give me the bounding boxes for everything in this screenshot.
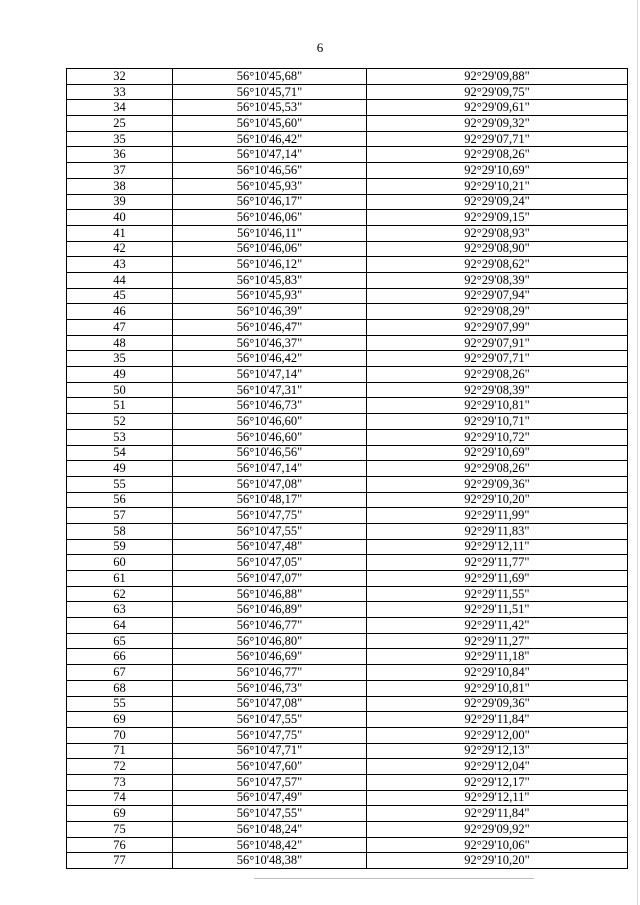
table-row xyxy=(67,822,628,838)
point-number-cell: 69 xyxy=(67,712,173,728)
latitude-cell: 56°10'47,14" xyxy=(173,367,367,383)
table-row xyxy=(67,461,628,477)
point-number-cell: 54 xyxy=(67,445,173,461)
table-row xyxy=(67,649,628,665)
point-number-cell: 35 xyxy=(67,351,173,367)
longitude-cell: 92°29'07,94" xyxy=(367,288,628,304)
latitude-cell: 56°10'47,55" xyxy=(173,806,367,822)
latitude-cell: 56°10'48,38" xyxy=(173,853,367,869)
point-number-cell: 45 xyxy=(67,288,173,304)
table-row xyxy=(67,367,628,383)
table-row xyxy=(67,382,628,398)
latitude-cell: 56°10'47,49" xyxy=(173,790,367,806)
longitude-cell: 92°29'08,26" xyxy=(367,147,628,163)
longitude-cell: 92°29'09,36" xyxy=(367,696,628,712)
table-row xyxy=(67,618,628,634)
longitude-cell: 92°29'09,88" xyxy=(367,69,628,85)
latitude-cell: 56°10'46,39" xyxy=(173,304,367,320)
table-row xyxy=(67,398,628,414)
latitude-cell: 56°10'47,71" xyxy=(173,743,367,759)
table-row xyxy=(67,163,628,179)
table-row xyxy=(67,335,628,351)
latitude-cell: 56°10'48,17" xyxy=(173,492,367,508)
longitude-cell: 92°29'08,93" xyxy=(367,225,628,241)
latitude-cell: 56°10'47,31" xyxy=(173,382,367,398)
table-row xyxy=(67,743,628,759)
table-row xyxy=(67,837,628,853)
latitude-cell: 56°10'46,42" xyxy=(173,131,367,147)
scan-bottom-line xyxy=(254,878,534,879)
longitude-cell: 92°29'10,81" xyxy=(367,398,628,414)
latitude-cell: 56°10'45,93" xyxy=(173,178,367,194)
latitude-cell: 56°10'45,60" xyxy=(173,116,367,132)
longitude-cell: 92°29'11,27" xyxy=(367,633,628,649)
longitude-cell: 92°29'09,24" xyxy=(367,194,628,210)
point-number-cell: 51 xyxy=(67,398,173,414)
latitude-cell: 56°10'46,60" xyxy=(173,429,367,445)
point-number-cell: 68 xyxy=(67,680,173,696)
latitude-cell: 56°10'46,47" xyxy=(173,320,367,336)
longitude-cell: 92°29'08,39" xyxy=(367,272,628,288)
point-number-cell: 67 xyxy=(67,665,173,681)
point-number-cell: 65 xyxy=(67,633,173,649)
table-row xyxy=(67,853,628,869)
table-row xyxy=(67,696,628,712)
point-number-cell: 60 xyxy=(67,555,173,571)
table-row xyxy=(67,680,628,696)
table-row xyxy=(67,555,628,571)
longitude-cell: 92°29'07,71" xyxy=(367,351,628,367)
longitude-cell: 92°29'10,20" xyxy=(367,853,628,869)
point-number-cell: 36 xyxy=(67,147,173,163)
longitude-cell: 92°29'08,26" xyxy=(367,461,628,477)
latitude-cell: 56°10'48,24" xyxy=(173,822,367,838)
point-number-cell: 66 xyxy=(67,649,173,665)
point-number-cell: 41 xyxy=(67,225,173,241)
latitude-cell: 56°10'46,60" xyxy=(173,414,367,430)
longitude-cell: 92°29'07,71" xyxy=(367,131,628,147)
point-number-cell: 56 xyxy=(67,492,173,508)
longitude-cell: 92°29'10,20" xyxy=(367,492,628,508)
table-row xyxy=(67,194,628,210)
latitude-cell: 56°10'45,83" xyxy=(173,272,367,288)
coordinates-table xyxy=(66,68,628,869)
point-number-cell: 46 xyxy=(67,304,173,320)
point-number-cell: 58 xyxy=(67,523,173,539)
longitude-cell: 92°29'10,84" xyxy=(367,665,628,681)
point-number-cell: 52 xyxy=(67,414,173,430)
point-number-cell: 39 xyxy=(67,194,173,210)
longitude-cell: 92°29'11,84" xyxy=(367,712,628,728)
table-row xyxy=(67,69,628,85)
longitude-cell: 92°29'10,72" xyxy=(367,429,628,445)
longitude-cell: 92°29'09,32" xyxy=(367,116,628,132)
longitude-cell: 92°29'10,69" xyxy=(367,163,628,179)
latitude-cell: 56°10'47,14" xyxy=(173,147,367,163)
table-row xyxy=(67,351,628,367)
latitude-cell: 56°10'46,37" xyxy=(173,335,367,351)
longitude-cell: 92°29'08,90" xyxy=(367,241,628,257)
longitude-cell: 92°29'09,92" xyxy=(367,822,628,838)
longitude-cell: 92°29'11,42" xyxy=(367,618,628,634)
longitude-cell: 92°29'11,69" xyxy=(367,571,628,587)
point-number-cell: 71 xyxy=(67,743,173,759)
latitude-cell: 56°10'48,42" xyxy=(173,837,367,853)
table-row xyxy=(67,759,628,775)
longitude-cell: 92°29'10,69" xyxy=(367,445,628,461)
latitude-cell: 56°10'47,05" xyxy=(173,555,367,571)
longitude-cell: 92°29'07,99" xyxy=(367,320,628,336)
longitude-cell: 92°29'12,13" xyxy=(367,743,628,759)
table-row xyxy=(67,445,628,461)
longitude-cell: 92°29'11,99" xyxy=(367,508,628,524)
latitude-cell: 56°10'46,77" xyxy=(173,618,367,634)
longitude-cell: 92°29'10,71" xyxy=(367,414,628,430)
table-row xyxy=(67,492,628,508)
latitude-cell: 56°10'47,57" xyxy=(173,774,367,790)
latitude-cell: 56°10'46,42" xyxy=(173,351,367,367)
point-number-cell: 49 xyxy=(67,461,173,477)
latitude-cell: 56°10'47,55" xyxy=(173,523,367,539)
longitude-cell: 92°29'10,81" xyxy=(367,680,628,696)
latitude-cell: 56°10'46,69" xyxy=(173,649,367,665)
latitude-cell: 56°10'47,14" xyxy=(173,461,367,477)
page-number: 6 xyxy=(316,40,324,55)
table-row xyxy=(67,806,628,822)
point-number-cell: 53 xyxy=(67,429,173,445)
table-row xyxy=(67,116,628,132)
latitude-cell: 56°10'47,08" xyxy=(173,476,367,492)
longitude-cell: 92°29'12,11" xyxy=(367,790,628,806)
table-row xyxy=(67,633,628,649)
latitude-cell: 56°10'47,60" xyxy=(173,759,367,775)
table-row xyxy=(67,429,628,445)
table-row xyxy=(67,225,628,241)
latitude-cell: 56°10'46,73" xyxy=(173,398,367,414)
table-row xyxy=(67,178,628,194)
point-number-cell: 57 xyxy=(67,508,173,524)
point-number-cell: 48 xyxy=(67,335,173,351)
point-number-cell: 47 xyxy=(67,320,173,336)
point-number-cell: 70 xyxy=(67,727,173,743)
latitude-cell: 56°10'47,48" xyxy=(173,539,367,555)
point-number-cell: 62 xyxy=(67,586,173,602)
latitude-cell: 56°10'46,77" xyxy=(173,665,367,681)
point-number-cell: 75 xyxy=(67,822,173,838)
latitude-cell: 56°10'46,80" xyxy=(173,633,367,649)
latitude-cell: 56°10'45,71" xyxy=(173,84,367,100)
point-number-cell: 77 xyxy=(67,853,173,869)
table-row xyxy=(67,508,628,524)
table-row xyxy=(67,665,628,681)
table-row xyxy=(67,272,628,288)
point-number-cell: 55 xyxy=(67,476,173,492)
point-number-cell: 55 xyxy=(67,696,173,712)
longitude-cell: 92°29'09,61" xyxy=(367,100,628,116)
point-number-cell: 72 xyxy=(67,759,173,775)
point-number-cell: 44 xyxy=(67,272,173,288)
table-row xyxy=(67,84,628,100)
latitude-cell: 56°10'46,89" xyxy=(173,602,367,618)
table-row xyxy=(67,586,628,602)
latitude-cell: 56°10'47,55" xyxy=(173,712,367,728)
coordinates-table-body xyxy=(67,69,628,869)
longitude-cell: 92°29'08,39" xyxy=(367,382,628,398)
longitude-cell: 92°29'10,06" xyxy=(367,837,628,853)
table-row xyxy=(67,210,628,226)
point-number-cell: 43 xyxy=(67,257,173,273)
latitude-cell: 56°10'46,06" xyxy=(173,241,367,257)
table-row xyxy=(67,571,628,587)
point-number-cell: 40 xyxy=(67,210,173,226)
point-number-cell: 42 xyxy=(67,241,173,257)
latitude-cell: 56°10'45,53" xyxy=(173,100,367,116)
longitude-cell: 92°29'07,91" xyxy=(367,335,628,351)
point-number-cell: 61 xyxy=(67,571,173,587)
point-number-cell: 49 xyxy=(67,367,173,383)
longitude-cell: 92°29'10,21" xyxy=(367,178,628,194)
latitude-cell: 56°10'47,75" xyxy=(173,727,367,743)
longitude-cell: 92°29'11,51" xyxy=(367,602,628,618)
latitude-cell: 56°10'47,75" xyxy=(173,508,367,524)
point-number-cell: 64 xyxy=(67,618,173,634)
table-row xyxy=(67,147,628,163)
latitude-cell: 56°10'46,56" xyxy=(173,445,367,461)
longitude-cell: 92°29'08,62" xyxy=(367,257,628,273)
latitude-cell: 56°10'46,88" xyxy=(173,586,367,602)
longitude-cell: 92°29'08,26" xyxy=(367,367,628,383)
latitude-cell: 56°10'47,07" xyxy=(173,571,367,587)
point-number-cell: 69 xyxy=(67,806,173,822)
point-number-cell: 50 xyxy=(67,382,173,398)
scan-edge-line xyxy=(637,0,638,905)
table-row xyxy=(67,241,628,257)
table-row xyxy=(67,602,628,618)
point-number-cell: 59 xyxy=(67,539,173,555)
table-row xyxy=(67,414,628,430)
longitude-cell: 92°29'11,18" xyxy=(367,649,628,665)
point-number-cell: 25 xyxy=(67,116,173,132)
table-row xyxy=(67,320,628,336)
latitude-cell: 56°10'46,73" xyxy=(173,680,367,696)
latitude-cell: 56°10'46,56" xyxy=(173,163,367,179)
point-number-cell: 76 xyxy=(67,837,173,853)
latitude-cell: 56°10'45,93" xyxy=(173,288,367,304)
point-number-cell: 73 xyxy=(67,774,173,790)
latitude-cell: 56°10'46,11" xyxy=(173,225,367,241)
table-row xyxy=(67,288,628,304)
longitude-cell: 92°29'12,04" xyxy=(367,759,628,775)
point-number-cell: 35 xyxy=(67,131,173,147)
table-row xyxy=(67,476,628,492)
latitude-cell: 56°10'46,12" xyxy=(173,257,367,273)
point-number-cell: 32 xyxy=(67,69,173,85)
table-row xyxy=(67,774,628,790)
table-row xyxy=(67,523,628,539)
longitude-cell: 92°29'12,11" xyxy=(367,539,628,555)
longitude-cell: 92°29'09,36" xyxy=(367,476,628,492)
longitude-cell: 92°29'12,17" xyxy=(367,774,628,790)
longitude-cell: 92°29'11,83" xyxy=(367,523,628,539)
latitude-cell: 56°10'47,08" xyxy=(173,696,367,712)
latitude-cell: 56°10'46,06" xyxy=(173,210,367,226)
point-number-cell: 63 xyxy=(67,602,173,618)
table-row xyxy=(67,100,628,116)
longitude-cell: 92°29'11,77" xyxy=(367,555,628,571)
point-number-cell: 37 xyxy=(67,163,173,179)
longitude-cell: 92°29'09,75" xyxy=(367,84,628,100)
longitude-cell: 92°29'12,00" xyxy=(367,727,628,743)
table-row xyxy=(67,712,628,728)
longitude-cell: 92°29'11,84" xyxy=(367,806,628,822)
point-number-cell: 74 xyxy=(67,790,173,806)
table-row xyxy=(67,790,628,806)
point-number-cell: 33 xyxy=(67,84,173,100)
table-row xyxy=(67,304,628,320)
longitude-cell: 92°29'08,29" xyxy=(367,304,628,320)
latitude-cell: 56°10'45,68" xyxy=(173,69,367,85)
table-row xyxy=(67,257,628,273)
longitude-cell: 92°29'11,55" xyxy=(367,586,628,602)
latitude-cell: 56°10'46,17" xyxy=(173,194,367,210)
table-row xyxy=(67,131,628,147)
longitude-cell: 92°29'09,15" xyxy=(367,210,628,226)
point-number-cell: 34 xyxy=(67,100,173,116)
table-row xyxy=(67,539,628,555)
point-number-cell: 38 xyxy=(67,178,173,194)
table-row xyxy=(67,727,628,743)
